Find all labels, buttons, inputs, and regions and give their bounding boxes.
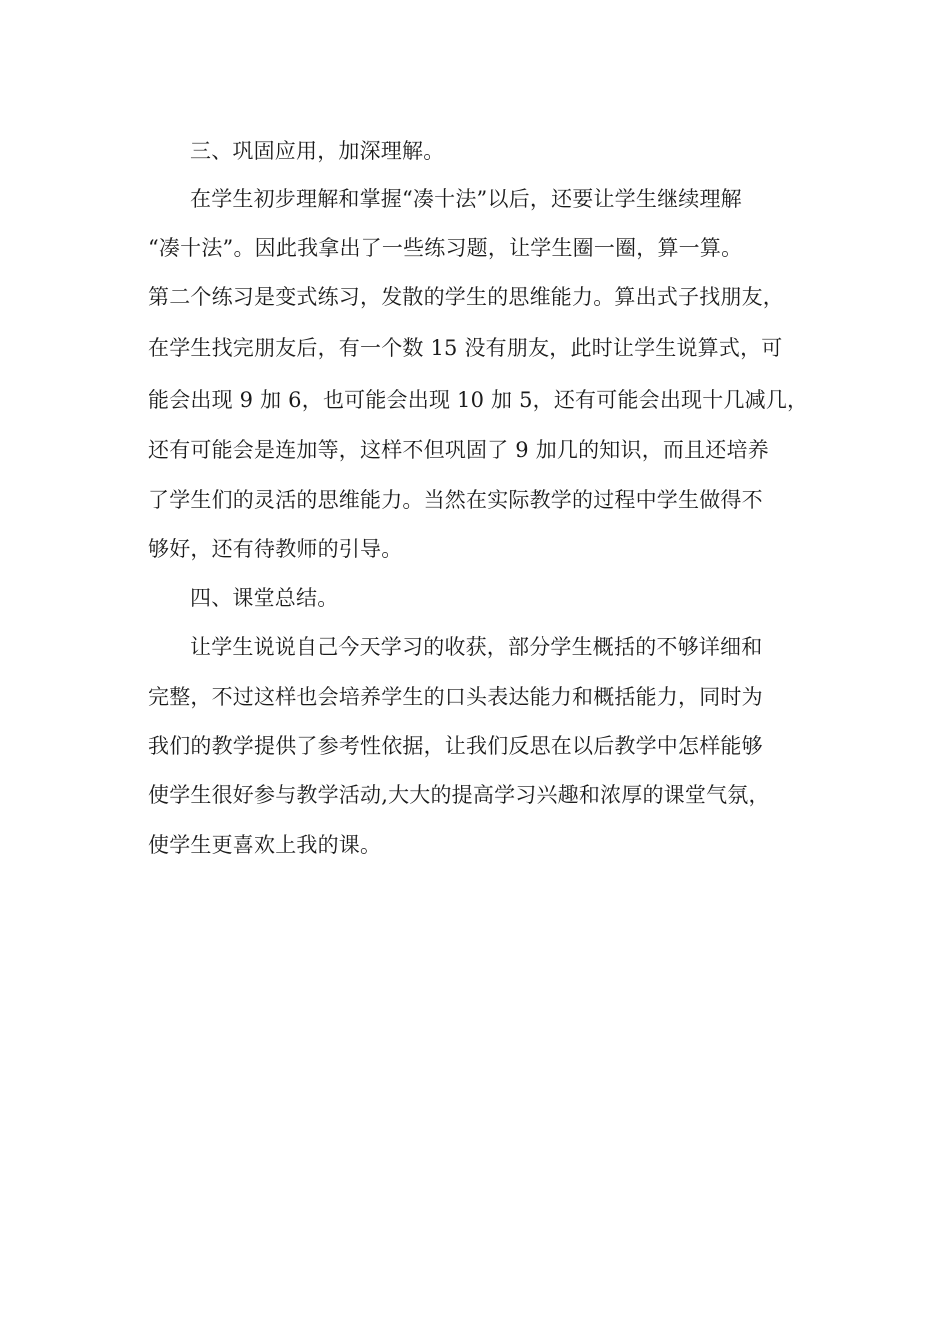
paragraph-line: 让学生说说自己今天学习的收获，部分学生概括的不够详细和 [190,635,763,659]
paragraph-line: 完整，不过这样也会培养学生的口头表达能力和概括能力，同时为 [148,685,763,709]
paragraph-line: 了学生们的灵活的思维能力。当然在实际教学的过程中学生做得不 [148,488,763,512]
paragraph-line: 能会出现 9 加 6，也可能会出现 10 加 5，还有可能会出现十几减几， [148,388,809,412]
paragraph-line: “凑十法”。因此我拿出了一些练习题，让学生圈一圈，算一算。 [148,236,743,260]
section-heading-consolidate: 三、巩固应用，加深理解。 [190,139,445,163]
section-heading-summary: 四、课堂总结。 [190,586,339,610]
paragraph-line: 我们的教学提供了参考性依据，让我们反思在以后教学中怎样能够 [148,734,763,758]
paragraph-line: 够好，还有待教师的引导。 [148,537,403,561]
paragraph-line: 使学生更喜欢上我的课。 [148,833,382,857]
paragraph-line: 还有可能会是连加等，这样不但巩固了 9 加几的知识，而且还培养 [148,438,769,462]
paragraph-line: 在学生初步理解和掌握“凑十法”以后，还要让学生继续理解 [190,187,742,211]
paragraph-line: 第二个练习是变式练习，发散的学生的思维能力。算出式子找朋友， [148,285,784,309]
paragraph-line: 在学生找完朋友后，有一个数 15 没有朋友，此时让学生说算式，可 [148,336,783,360]
paragraph-line: 使学生很好参与教学活动,大大的提高学习兴趣和浓厚的课堂气氛， [148,783,770,807]
